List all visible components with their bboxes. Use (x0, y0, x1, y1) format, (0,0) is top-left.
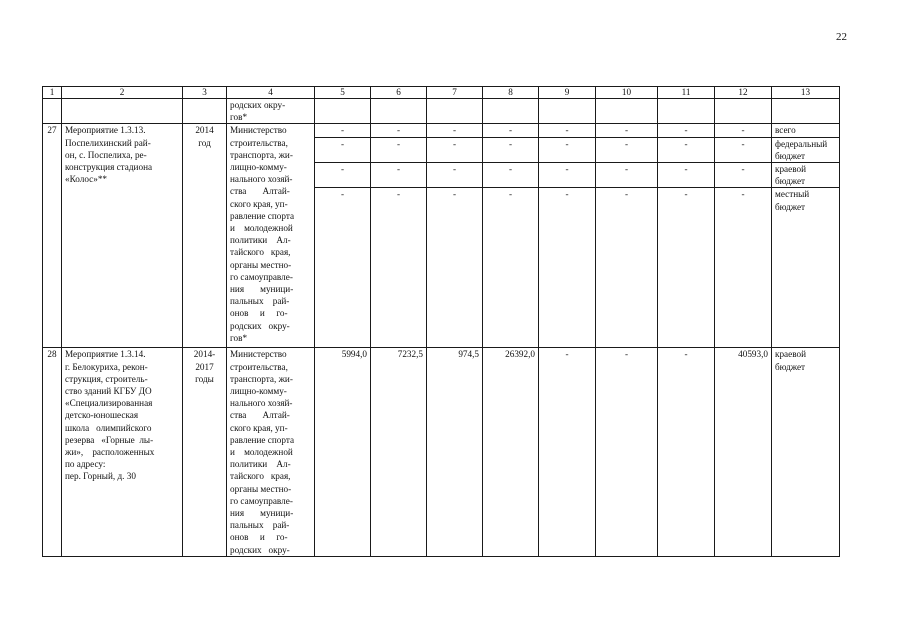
value-cell: - (371, 188, 427, 348)
value-cell: - (596, 163, 658, 188)
executor-cell: Министерство строительства, транспорта, жи- лищно-комму- нального хозяй- ства Алтай- ского края, уп- равление спорта и молодежной политики Ал- тайского края, органы местно- го самоуправле- ния муници- пальных рай- онов и го- родских окру- гов* (227, 124, 315, 348)
header-cell: 12 (715, 87, 772, 99)
header-cell: 8 (483, 87, 539, 99)
page-number: 22 (836, 31, 847, 43)
value-cell: - (427, 163, 483, 188)
value-cell: 5994,0 (315, 348, 371, 556)
funding-source: федеральный бюджет (772, 137, 840, 162)
value-cell: - (483, 163, 539, 188)
value-cell: - (715, 137, 772, 162)
header-cell: 11 (658, 87, 715, 99)
period-cell: 2014- 2017 годы (183, 348, 227, 556)
value-cell: - (596, 188, 658, 348)
value-cell: 26392,0 (483, 348, 539, 556)
value-cell: - (315, 188, 371, 348)
header-cell: 1 (43, 87, 62, 99)
value-cell: - (715, 163, 772, 188)
funding-source: краевой бюджет (772, 348, 840, 556)
value-cell: - (715, 124, 772, 137)
value-cell: 7232,5 (371, 348, 427, 556)
measure-name: Мероприятие 1.3.14. г. Белокуриха, рекон- струкция, строитель- ство зданий КГБУ ДО «Специализированная детско-юношеская школа олимпийского резерва «Горные лы- жи», расположенных по адресу: пер. Горный, д. 30 (62, 348, 183, 556)
header-cell: 3 (183, 87, 227, 99)
header-cell: 13 (772, 87, 840, 99)
value-cell: - (371, 124, 427, 137)
value-cell: - (658, 348, 715, 556)
value-cell: - (539, 348, 596, 556)
header-cell: 4 (227, 87, 315, 99)
table-row (43, 124, 840, 137)
program-table (42, 86, 840, 557)
header-cell: 6 (371, 87, 427, 99)
continuation-row (43, 99, 840, 124)
header-cell: 10 (596, 87, 658, 99)
header-row (43, 87, 840, 99)
value-cell: - (371, 137, 427, 162)
value-cell: - (371, 163, 427, 188)
value-cell: - (658, 188, 715, 348)
value-cell: 40593,0 (715, 348, 772, 556)
table-row (43, 348, 840, 556)
funding-source: всего (772, 124, 840, 137)
value-cell: - (596, 124, 658, 137)
value-cell: - (427, 137, 483, 162)
value-cell: - (483, 124, 539, 137)
header-cell: 9 (539, 87, 596, 99)
value-cell: - (715, 188, 772, 348)
executor-cell: родских окру- гов* (227, 99, 315, 124)
value-cell: - (596, 137, 658, 162)
header-cell: 5 (315, 87, 371, 99)
value-cell: - (658, 163, 715, 188)
value-cell: - (539, 124, 596, 137)
value-cell: - (427, 124, 483, 137)
value-cell: - (315, 163, 371, 188)
value-cell: - (539, 163, 596, 188)
value-cell: - (658, 137, 715, 162)
value-cell: - (483, 137, 539, 162)
value-cell: - (539, 137, 596, 162)
value-cell: - (427, 188, 483, 348)
funding-source: краевой бюджет (772, 163, 840, 188)
value-cell: - (315, 124, 371, 137)
value-cell: - (315, 137, 371, 162)
value-cell: - (483, 188, 539, 348)
period-cell: 2014 год (183, 124, 227, 348)
measure-name: Мероприятие 1.3.13. Поспелихинский рай- он, с. Поспелиха, ре- конструкция стадиона «Колос»** (62, 124, 183, 348)
value-cell: - (658, 124, 715, 137)
header-cell: 7 (427, 87, 483, 99)
value-cell: 974,5 (427, 348, 483, 556)
row-number: 27 (43, 124, 62, 348)
value-cell: - (539, 188, 596, 348)
row-number: 28 (43, 348, 62, 556)
executor-cell: Министерство строительства, транспорта, жи- лищно-комму- нального хозяй- ства Алтай- ского края, уп- равление спорта и молодежной политики Ал- тайского края, органы местно- го самоуправле- ния муници- пальных рай- онов и го- родских окру- (227, 348, 315, 556)
header-cell: 2 (62, 87, 183, 99)
value-cell: - (596, 348, 658, 556)
funding-source: местный бюджет (772, 188, 840, 348)
